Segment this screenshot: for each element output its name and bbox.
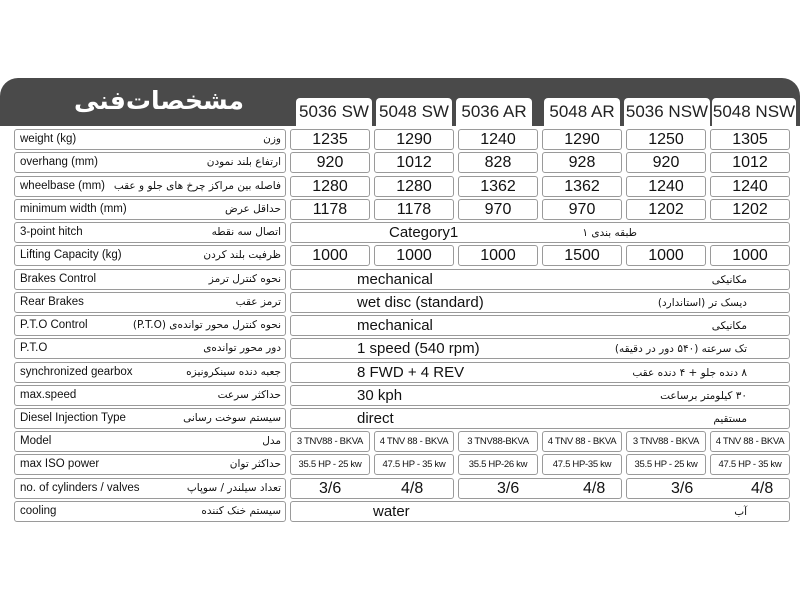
value-cell: 47.5 HP - 35 kw <box>374 454 454 475</box>
spec-row-3-point-hitch <box>14 222 790 243</box>
spec-row-max-speed <box>14 385 790 406</box>
value-cell: 1290 <box>542 129 622 150</box>
value-cell: 1290 <box>374 129 454 150</box>
value-cell: 1240 <box>626 176 706 197</box>
value-cell: 35.5 HP - 25 kw <box>290 454 370 475</box>
value-cell: 970 <box>542 199 622 220</box>
row-label: no. of cylinders / valves تعداد سیلندر / سوپاپ <box>14 478 286 499</box>
spec-row-engine-model <box>14 431 790 452</box>
value-cell: 4 TNV 88 - BKVA <box>374 431 454 452</box>
value-cell: 1240 <box>710 176 790 197</box>
value-cell: 1000 <box>374 245 454 266</box>
value-cell: 4 TNV 88 - BKVA <box>710 431 790 452</box>
spec-row-pto-control <box>14 315 790 336</box>
value-cell: 1178 <box>374 199 454 220</box>
spec-row-rear-brakes <box>14 292 790 313</box>
value-cell: 1280 <box>374 176 454 197</box>
value-cell: 1235 <box>290 129 370 150</box>
row-label: max.speed حداکثر سرعت <box>14 385 286 406</box>
span-value-cell: 8 FWD + 4 REV ۸ دنده جلو + ۴ دنده عقب <box>290 362 790 383</box>
spec-row-cooling <box>14 501 790 522</box>
span-value-cell: Category1 طبقه بندی ۱ <box>290 222 790 243</box>
value-cell: 1178 <box>290 199 370 220</box>
value-cell: 35.5 HP - 25 kw <box>626 454 706 475</box>
model-header-5036-sw: 5036 SW <box>296 98 372 126</box>
span-value-cell: 30 kph ۳۰ کیلومتر برساعت <box>290 385 790 406</box>
row-label: synchronized gearbox جعبه دنده سینکرونیزه <box>14 362 286 383</box>
model-header-5048-ar: 5048 AR <box>544 98 620 126</box>
value-cell: 1202 <box>626 199 706 220</box>
row-label: cooling سیستم خنک کننده <box>14 501 286 522</box>
value-cell: 1240 <box>458 129 538 150</box>
model-header-5036-nsw: 5036 NSW <box>624 98 710 126</box>
spec-row-pto <box>14 338 790 359</box>
value-cell: 1362 <box>458 176 538 197</box>
value-cell: 3 TNV88 - BKVA <box>626 431 706 452</box>
value-cell: 1000 <box>626 245 706 266</box>
value-cell: 35.5 HP-26 kw <box>458 454 538 475</box>
value-cell: 1000 <box>458 245 538 266</box>
value-cell: 1012 <box>710 152 790 173</box>
spec-row-iso-power <box>14 454 790 475</box>
row-label: Diesel Injection Type سیستم سوخت رسانی <box>14 408 286 429</box>
spec-row-injection-type <box>14 408 790 429</box>
spec-row-minimum-width <box>14 199 790 220</box>
value-cell: 928 <box>542 152 622 173</box>
value-cell: 1250 <box>626 129 706 150</box>
row-label: overhang (mm) ارتفاع بلند نمودن <box>14 152 286 173</box>
spec-row-brakes-control <box>14 269 790 290</box>
spec-row-weight <box>14 129 790 150</box>
page-title: مشخصات‌فنی <box>74 86 244 115</box>
spec-row-wheelbase <box>14 176 790 197</box>
value-cell: 920 <box>290 152 370 173</box>
value-cell: 3/6 4/8 <box>290 478 454 499</box>
value-cell: 4 TNV 88 - BKVA <box>542 431 622 452</box>
row-label: minimum width (mm) حداقل عرض <box>14 199 286 220</box>
spec-row-gearbox <box>14 362 790 383</box>
value-cell: 828 <box>458 152 538 173</box>
spec-row-cylinders <box>14 478 790 499</box>
value-cell: 47.5 HP-35 kw <box>542 454 622 475</box>
value-cell: 1000 <box>290 245 370 266</box>
span-value-cell: wet disc (standard) دیسک تر (استاندارد) <box>290 292 790 313</box>
span-value-cell: mechanical مکانیکی <box>290 315 790 336</box>
value-cell: 1280 <box>290 176 370 197</box>
span-value-cell: mechanical مکانیکی <box>290 269 790 290</box>
value-cell: 1000 <box>710 245 790 266</box>
spec-row-lifting-capacity <box>14 245 790 266</box>
value-cell: 3/6 4/8 <box>626 478 790 499</box>
row-label: max ISO power حداکثر توان <box>14 454 286 475</box>
row-label: 3-point hitch اتصال سه نقطه <box>14 222 286 243</box>
span-value-cell: 1 speed (540 rpm) تک سرعته (۵۴۰ دور در دقیقه) <box>290 338 790 359</box>
model-header-5036-ar: 5036 AR <box>456 98 532 126</box>
value-cell: 1012 <box>374 152 454 173</box>
value-cell: 3 TNV88-BKVA <box>458 431 538 452</box>
value-cell: 3 TNV88 - BKVA <box>290 431 370 452</box>
value-cell: 47.5 HP - 35 kw <box>710 454 790 475</box>
row-label: Lifting Capacity (kg) ظرفیت بلند کردن <box>14 245 286 266</box>
model-header-5048-sw: 5048 SW <box>376 98 452 126</box>
value-cell: 920 <box>626 152 706 173</box>
row-label: weight (kg) وزن <box>14 129 286 150</box>
row-label: wheelbase (mm) فاصله بین مراکز چرخ های جلو و عقب <box>14 176 286 197</box>
row-label: Rear Brakes ترمز عقب <box>14 292 286 313</box>
row-label: P.T.O دور محور توانده‌ی <box>14 338 286 359</box>
span-value-cell: water آب <box>290 501 790 522</box>
value-cell: 970 <box>458 199 538 220</box>
row-label: P.T.O Control نحوه کنترل محور توانده‌ی (P.T.O) <box>14 315 286 336</box>
model-header-5048-nsw: 5048 NSW <box>712 98 796 126</box>
value-cell: 1362 <box>542 176 622 197</box>
row-label: Model مدل <box>14 431 286 452</box>
value-cell: 1305 <box>710 129 790 150</box>
value-cell: 1202 <box>710 199 790 220</box>
value-cell: 3/6 4/8 <box>458 478 622 499</box>
span-value-cell: direct مستقیم <box>290 408 790 429</box>
model-headers <box>0 98 800 126</box>
value-cell: 1500 <box>542 245 622 266</box>
row-label: Brakes Control نحوه کنترل ترمز <box>14 269 286 290</box>
spec-row-overhang <box>14 152 790 173</box>
